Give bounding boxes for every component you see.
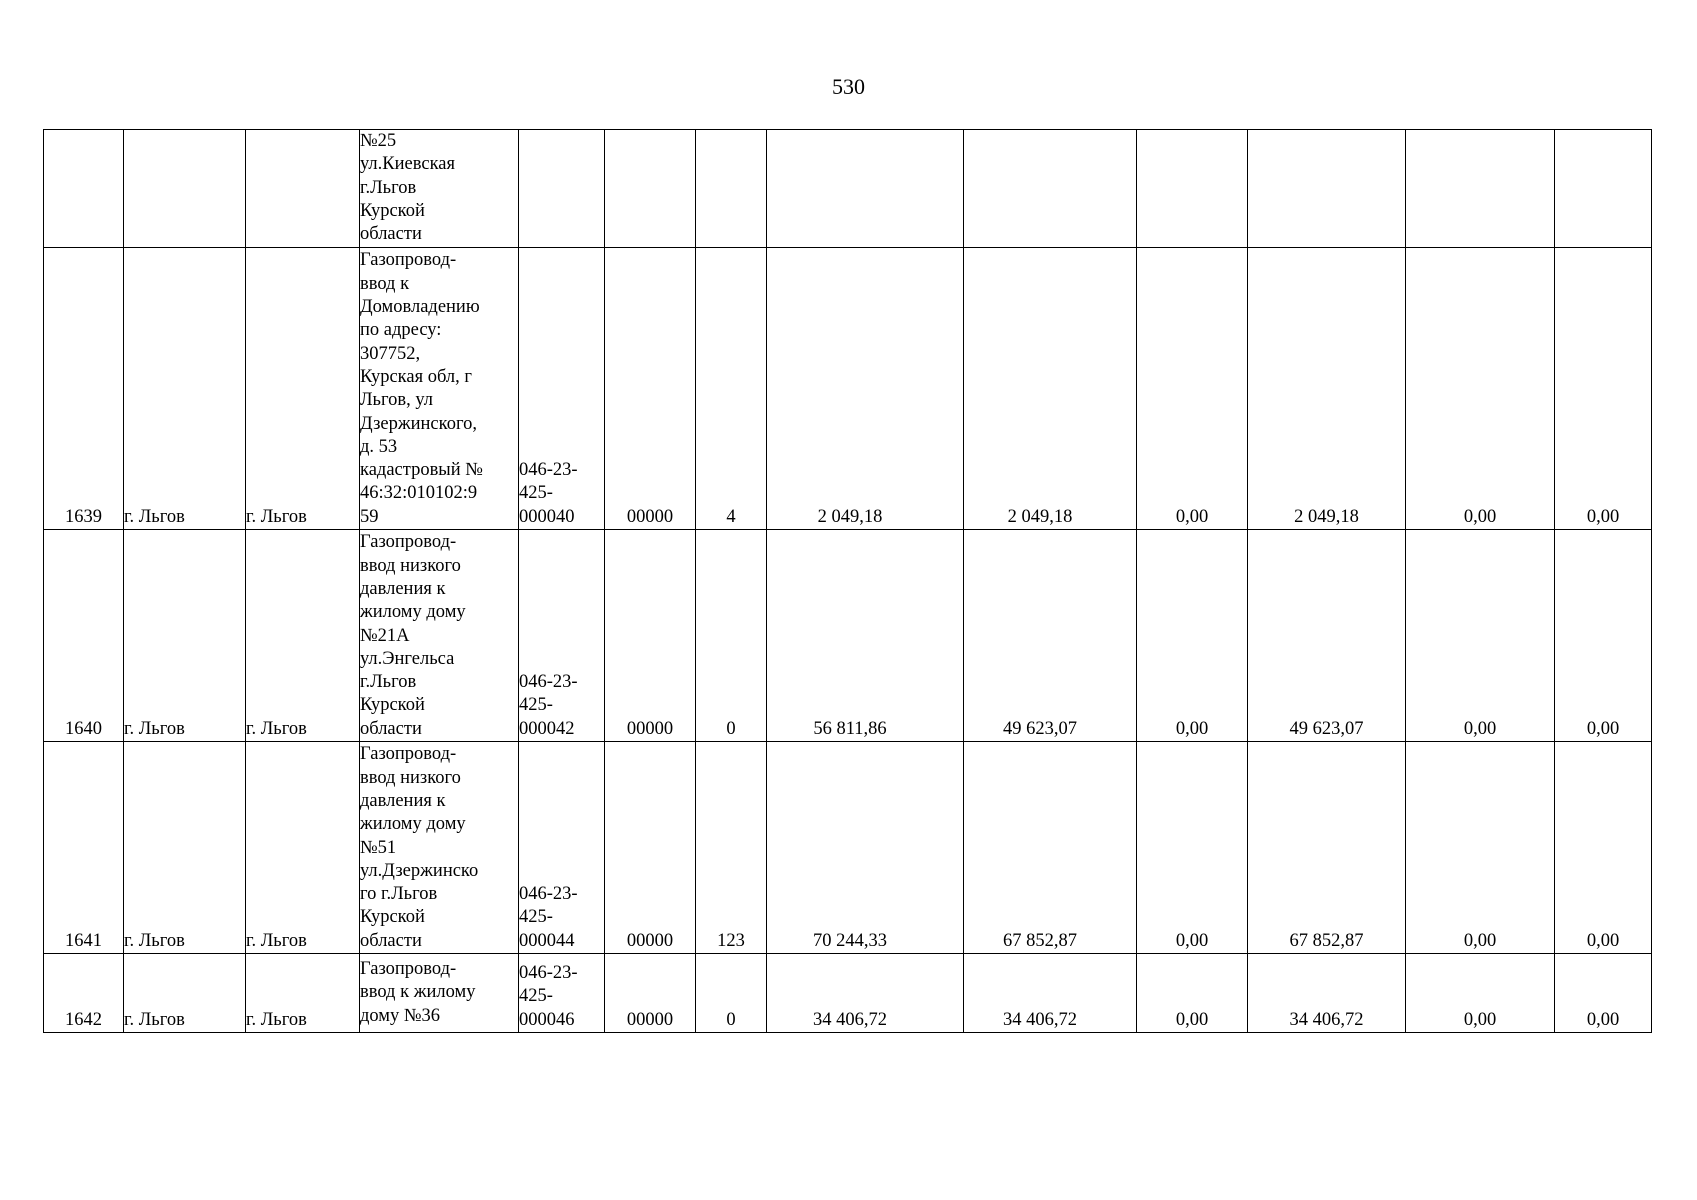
inventory-number-cell bbox=[519, 130, 605, 248]
code-cell: 00000 bbox=[605, 248, 696, 530]
page-number: 530 bbox=[832, 74, 865, 99]
locality-cell: г. Льгов bbox=[124, 248, 246, 530]
quantity-cell bbox=[696, 130, 767, 248]
inventory-line: 425- bbox=[519, 483, 553, 504]
code-cell: 00000 bbox=[605, 954, 696, 1033]
inventory-line: 046-23- bbox=[519, 460, 578, 481]
value-cell: 0,00 bbox=[1137, 954, 1248, 1033]
name-line: г.Льгов bbox=[360, 672, 417, 693]
name-line: области bbox=[360, 224, 422, 245]
inventory-line: 425- bbox=[519, 986, 553, 1007]
settlement-cell: г. Льгов bbox=[246, 954, 360, 1033]
name-line: давления к bbox=[360, 790, 446, 811]
inventory-line: 000042 bbox=[519, 718, 575, 739]
name-line: Газопровод- bbox=[360, 959, 457, 980]
table-row bbox=[44, 130, 1652, 248]
name-line: области bbox=[360, 718, 422, 739]
name-line: области bbox=[360, 930, 422, 951]
name-line: ул.Киевская bbox=[360, 154, 456, 175]
object-name-cell bbox=[360, 248, 519, 530]
value-cell: 34 406,72 bbox=[964, 954, 1137, 1033]
settlement-cell bbox=[246, 130, 360, 248]
inventory-line: 046-23- bbox=[519, 672, 578, 693]
inventory-number-cell bbox=[519, 742, 605, 954]
initial-cost-cell: 2 049,18 bbox=[767, 248, 964, 530]
name-line: Домовладению bbox=[360, 297, 480, 318]
inventory-line: 000046 bbox=[519, 1009, 575, 1030]
name-line: ул.Энгельса bbox=[360, 648, 455, 669]
inventory-line: 425- bbox=[519, 695, 553, 716]
name-line: кадастровый № bbox=[360, 460, 483, 481]
name-line: 307752, bbox=[360, 343, 421, 364]
value-cell: 0,00 bbox=[1137, 742, 1248, 954]
value-cell: 2 049,18 bbox=[1248, 248, 1406, 530]
code-cell bbox=[605, 130, 696, 248]
value-cell bbox=[1555, 130, 1652, 248]
settlement-cell: г. Льгов bbox=[246, 248, 360, 530]
row-number: 1641 bbox=[44, 742, 124, 954]
value-cell: 0,00 bbox=[1555, 742, 1652, 954]
quantity-cell: 123 bbox=[696, 742, 767, 954]
row-number: 1639 bbox=[44, 248, 124, 530]
quantity-cell: 0 bbox=[696, 530, 767, 742]
name-line: Газопровод- bbox=[360, 532, 457, 553]
locality-cell: г. Льгов bbox=[124, 954, 246, 1033]
name-line: Дзержинского, bbox=[360, 413, 477, 434]
inventory-line: 000040 bbox=[519, 506, 575, 527]
object-name-cell bbox=[360, 130, 519, 248]
value-cell bbox=[964, 130, 1137, 248]
name-line: Курская обл, г bbox=[360, 366, 472, 387]
value-cell: 67 852,87 bbox=[1248, 742, 1406, 954]
value-cell bbox=[1137, 130, 1248, 248]
object-name-cell bbox=[360, 742, 519, 954]
value-cell: 0,00 bbox=[1406, 954, 1555, 1033]
value-cell bbox=[1406, 130, 1555, 248]
name-line: №25 bbox=[360, 131, 397, 151]
inventory-number-cell bbox=[519, 248, 605, 530]
value-cell: 0,00 bbox=[1406, 530, 1555, 742]
inventory-line: 046-23- bbox=[519, 884, 578, 905]
code-cell: 00000 bbox=[605, 530, 696, 742]
table-row bbox=[44, 954, 1652, 1033]
initial-cost-cell bbox=[767, 130, 964, 248]
name-line: дому №36 bbox=[360, 1005, 441, 1026]
locality-cell: г. Льгов bbox=[124, 530, 246, 742]
name-line: ввод к bbox=[360, 273, 410, 294]
value-cell: 0,00 bbox=[1555, 954, 1652, 1033]
name-line: 59 bbox=[360, 506, 379, 527]
settlement-cell: г. Льгов bbox=[246, 742, 360, 954]
initial-cost-cell: 56 811,86 bbox=[767, 530, 964, 742]
initial-cost-cell: 70 244,33 bbox=[767, 742, 964, 954]
table-row bbox=[44, 742, 1652, 954]
row-number bbox=[44, 130, 124, 248]
value-cell: 0,00 bbox=[1406, 248, 1555, 530]
initial-cost-cell: 34 406,72 bbox=[767, 954, 964, 1033]
row-number: 1642 bbox=[44, 954, 124, 1033]
code-cell: 00000 bbox=[605, 742, 696, 954]
value-cell: 0,00 bbox=[1137, 248, 1248, 530]
inventory-line: 000044 bbox=[519, 930, 575, 951]
quantity-cell: 4 bbox=[696, 248, 767, 530]
value-cell: 0,00 bbox=[1555, 530, 1652, 742]
value-cell bbox=[1248, 130, 1406, 248]
object-name-cell bbox=[360, 530, 519, 742]
settlement-cell: г. Льгов bbox=[246, 530, 360, 742]
name-line: жилому дому bbox=[360, 814, 466, 835]
row-number: 1640 bbox=[44, 530, 124, 742]
value-cell: 67 852,87 bbox=[964, 742, 1137, 954]
name-line: №21А bbox=[360, 625, 410, 646]
value-cell: 0,00 bbox=[1406, 742, 1555, 954]
name-line: жилому дому bbox=[360, 602, 466, 623]
inventory-line: 046-23- bbox=[519, 963, 578, 984]
inventory-line: 425- bbox=[519, 907, 553, 928]
name-line: Курской bbox=[360, 200, 425, 221]
value-cell: 34 406,72 bbox=[1248, 954, 1406, 1033]
inventory-number-cell bbox=[519, 954, 605, 1033]
asset-registry-table bbox=[43, 129, 1652, 1033]
name-line: №51 bbox=[360, 837, 397, 858]
value-cell: 0,00 bbox=[1137, 530, 1248, 742]
name-line: ввод к жилому bbox=[360, 982, 476, 1003]
value-cell: 0,00 bbox=[1555, 248, 1652, 530]
name-line: давления к bbox=[360, 578, 446, 599]
locality-cell: г. Льгов bbox=[124, 742, 246, 954]
object-name-cell bbox=[360, 954, 519, 1033]
table-row bbox=[44, 530, 1652, 742]
name-line: Газопровод- bbox=[360, 250, 457, 271]
name-line: Льгов, ул bbox=[360, 390, 434, 411]
inventory-number-cell bbox=[519, 530, 605, 742]
name-line: Газопровод- bbox=[360, 744, 457, 765]
name-line: Курской bbox=[360, 695, 425, 716]
name-line: ввод низкого bbox=[360, 555, 461, 576]
name-line: по адресу: bbox=[360, 320, 442, 341]
quantity-cell: 0 bbox=[696, 954, 767, 1033]
value-cell: 49 623,07 bbox=[1248, 530, 1406, 742]
table-row bbox=[44, 248, 1652, 530]
value-cell: 2 049,18 bbox=[964, 248, 1137, 530]
name-line: ввод низкого bbox=[360, 767, 461, 788]
name-line: го г.Льгов bbox=[360, 884, 438, 905]
value-cell: 49 623,07 bbox=[964, 530, 1137, 742]
name-line: д. 53 bbox=[360, 436, 398, 457]
locality-cell bbox=[124, 130, 246, 248]
name-line: Курской bbox=[360, 907, 425, 928]
name-line: 46:32:010102:9 bbox=[360, 483, 478, 504]
name-line: ул.Дзержинско bbox=[360, 860, 479, 881]
name-line: г.Льгов bbox=[360, 177, 417, 198]
